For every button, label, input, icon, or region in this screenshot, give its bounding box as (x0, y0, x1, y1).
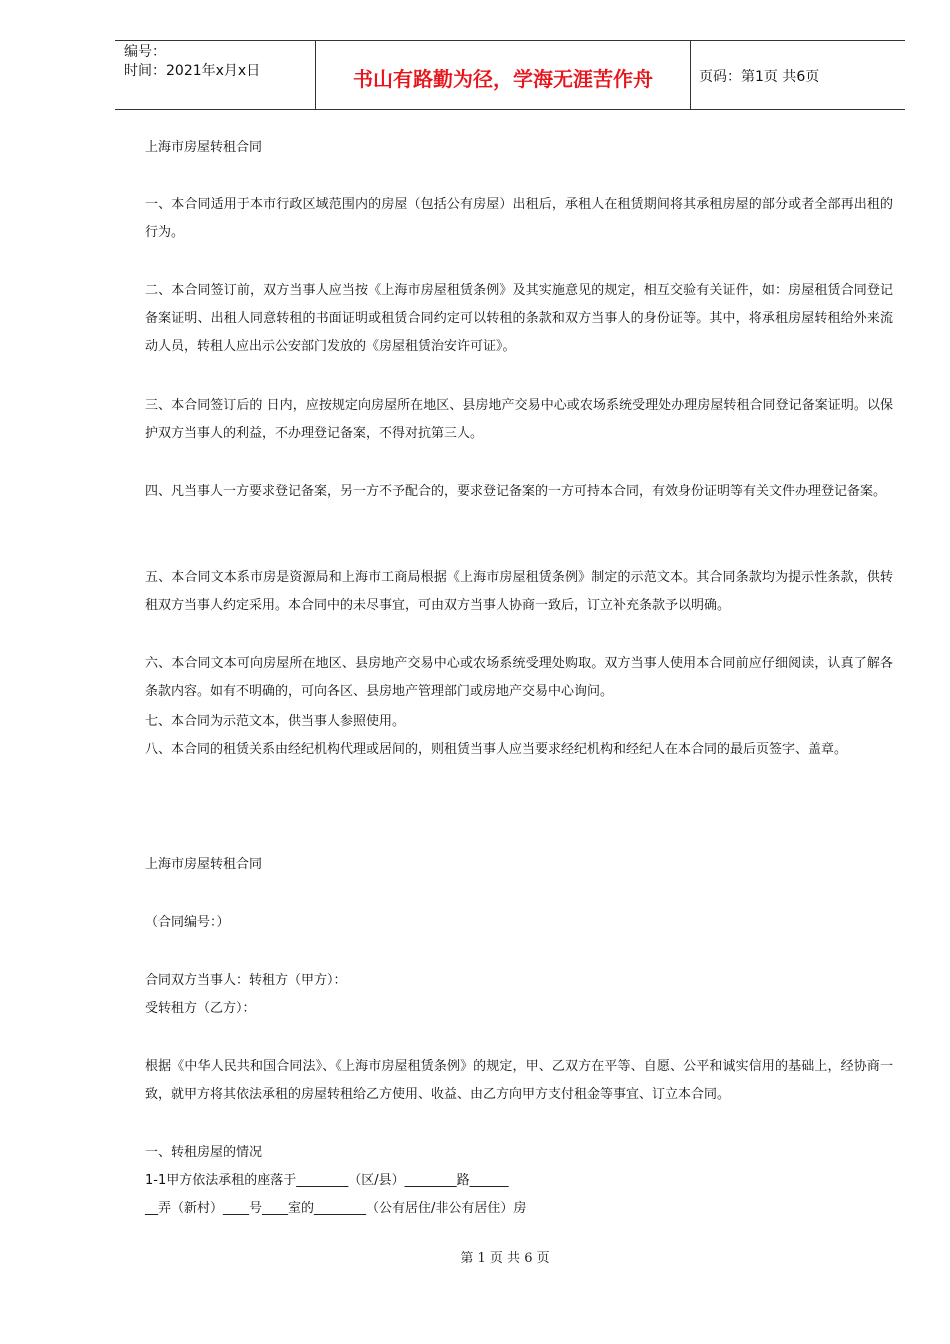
party-a-line: 合同双方当事人：转租方（甲方）： (145, 973, 347, 988)
clause-1-1-line-1: 1-1甲方依法承租的座落于________（区/县）________路______ (145, 1173, 509, 1188)
document-header (115, 40, 905, 110)
contract-title: 上海市房屋转租合同 (145, 857, 263, 872)
preamble-paragraph: 根据《中华人民共和国合同法》、《上海市房屋租赁条例》的规定，甲、乙双方在平等、自愿、公平和诚实信用的基础上，经协商一致，就甲方将其依法承租的房屋转租给乙方使用、收益、由乙方向甲方支付租金等事宜、订立本合同。 (145, 1059, 893, 1102)
motto-text: 书山有路勤为径，学海无涯苦作舟 (353, 67, 653, 91)
header-page-cell (690, 41, 905, 109)
page-info: 页码：第1页 共6页 (699, 69, 820, 85)
note-paragraph-7: 七、本合同为示范文本，供当事人参照使用。 (145, 714, 406, 729)
note-paragraph-2: 二、本合同签订前，双方当事人应当按《上海市房屋租赁条例》及其实施意见的规定，相互交验有关证件，如：房屋租赁合同登记备案证明、出租人同意转租的书面证明或租赁合同约定可以转租的条款和双方当事人的身份证等。其中，将承租房屋转租给外来流动人员，转租人应出示公安部门发放的《房屋租赁治安许可证》。 (145, 283, 893, 354)
date-label: 时间：2021年x月x日 (124, 63, 261, 79)
note-paragraph-4: 四、凡当事人一方要求登记备案，另一方不予配合的，要求登记备案的一方可持本合同，有效身份证明等有关文件办理登记备案。 (145, 484, 887, 499)
clause-1-1-line-2: __弄（新村）____号____室的________（公有居住/非公有居住）房 (145, 1201, 527, 1216)
note-paragraph-8: 八、本合同的租赁关系由经纪机构代理或居间的，则租赁当事人应当要求经纪机构和经纪人在本合同的最后页签字、盖章。 (145, 742, 848, 757)
section-1-heading: 一、转租房屋的情况 (145, 1145, 263, 1160)
header-motto-cell (315, 41, 691, 109)
page-footer: 第 1 页 共 6 页 (460, 1251, 550, 1266)
note-paragraph-6: 六、本合同文本可向房屋所在地区、县房地产交易中心或农场系统受理处购取。双方当事人使用本合同前应仔细阅读，认真了解各条款内容。如有不明确的，可向各区、县房地产管理部门或房地产交易中心询问。 (145, 656, 893, 699)
note-paragraph-1: 一、本合同适用于本市行政区域范围内的房屋（包括公有房屋）出租后，承租人在租赁期间将其承租房屋的部分或者全部再出租的行为。 (145, 197, 893, 240)
contract-number: （合同编号：） (145, 915, 230, 930)
serial-number-label: 编号： (124, 44, 166, 60)
note-paragraph-5: 五、本合同文本系市房是资源局和上海市工商局根据《上海市房屋租赁条例》制定的示范文本。其合同条款均为提示性条款，供转租双方当事人约定采用。本合同中的未尽事宜，可由双方当事人协商一致后，订立补充条款予以明确。 (145, 570, 893, 613)
party-b-line: 受转租方（乙方）： (145, 1001, 256, 1016)
header-meta-cell (115, 41, 315, 109)
note-paragraph-3: 三、本合同签订后的 日内，应按规定向房屋所在地区、县房地产交易中心或农场系统受理处办理房屋转租合同登记备案证明。以保护双方当事人的利益，不办理登记备案，不得对抗第三人。 (145, 398, 893, 441)
notes-title: 上海市房屋转租合同 (145, 140, 263, 155)
